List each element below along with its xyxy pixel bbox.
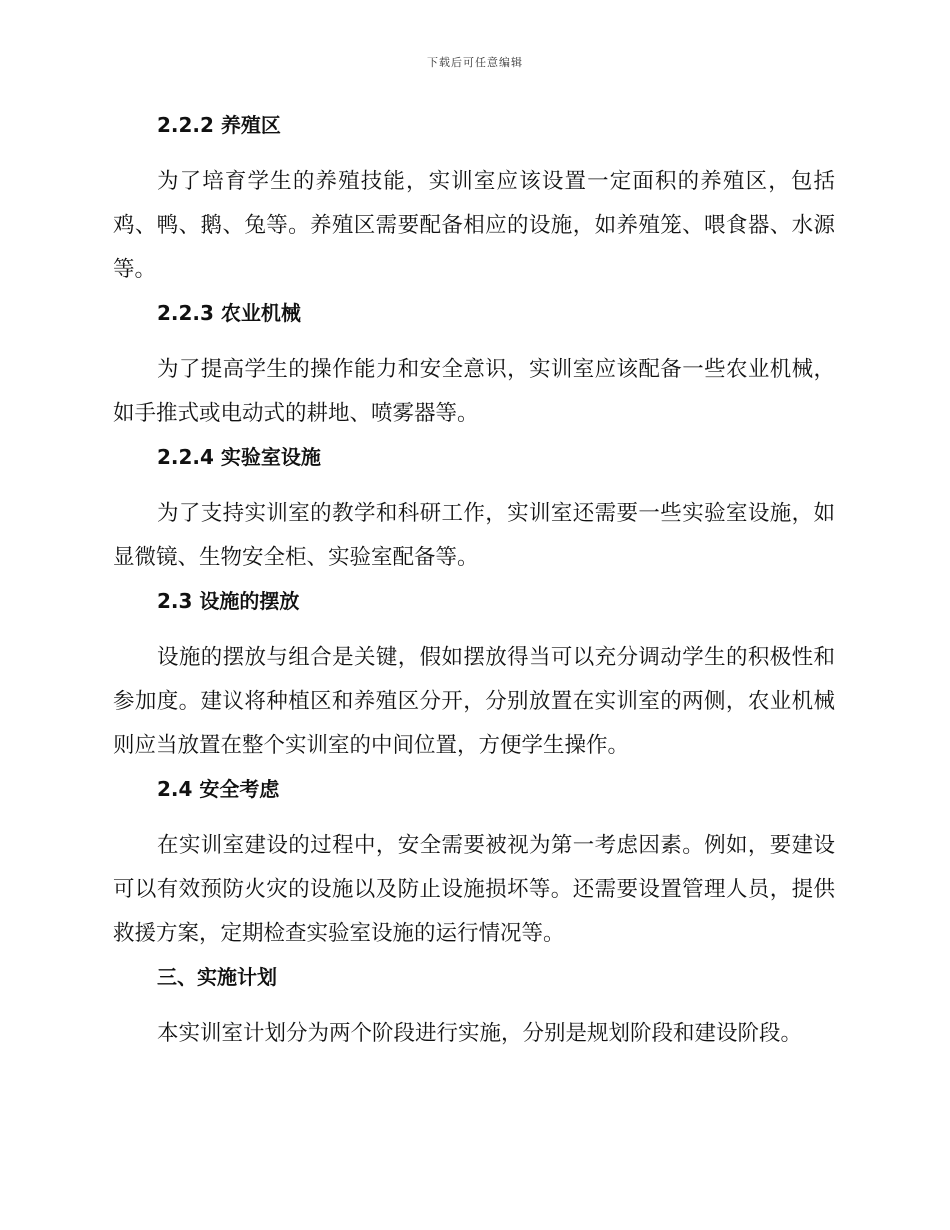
- section-paragraph-2-4: 在实训室建设的过程中，安全需要被视为第一考虑因素。例如，要建设可以有效预防火灾的设施以及防止设施损坏等。还需要设置管理人员，提供救援方案，定期检查实验室设施的运行情况等。: [113, 833, 835, 946]
- section-heading-2-2-3: 2.2.3 农业机械: [157, 301, 301, 325]
- page-header: 下载后可任意编辑: [427, 56, 523, 69]
- section-paragraph-3: 本实训室计划分为两个阶段进行实施，分别是规划阶段和建设阶段。: [157, 1021, 803, 1046]
- section-heading-2-2-4: 2.2.4 实验室设施: [157, 445, 321, 469]
- section-paragraph-2-2-3: 为了提高学生的操作能力和安全意识，实训室应该配备一些农业机械，如手推式或电动式的耕地、喷雾器等。: [113, 357, 835, 426]
- section-paragraph-2-3: 设施的摆放与组合是关键，假如摆放得当可以充分调动学生的积极性和参加度。建议将种植区和养殖区分开，分别放置在实训室的两侧，农业机械则应当放置在整个实训室的中间位置，方便学生操作。: [113, 645, 835, 758]
- section-heading-2-2-2: 2.2.2 养殖区: [157, 113, 281, 137]
- document-body: [113, 110, 835, 1062]
- section-paragraph-2-2-2: 为了培育学生的养殖技能，实训室应该设置一定面积的养殖区，包括鸡、鸭、鹅、兔等。养殖区需要配备相应的设施，如养殖笼、喂食器、水源等。: [113, 169, 835, 282]
- section-heading-3: 三、实施计划: [157, 965, 277, 989]
- section-heading-2-3: 2.3 设施的摆放: [157, 589, 300, 613]
- section-paragraph-2-2-4: 为了支持实训室的教学和科研工作，实训室还需要一些实验室设施，如显微镜、生物安全柜、实验室配备等。: [113, 501, 835, 570]
- section-heading-2-4: 2.4 安全考虑: [157, 777, 280, 801]
